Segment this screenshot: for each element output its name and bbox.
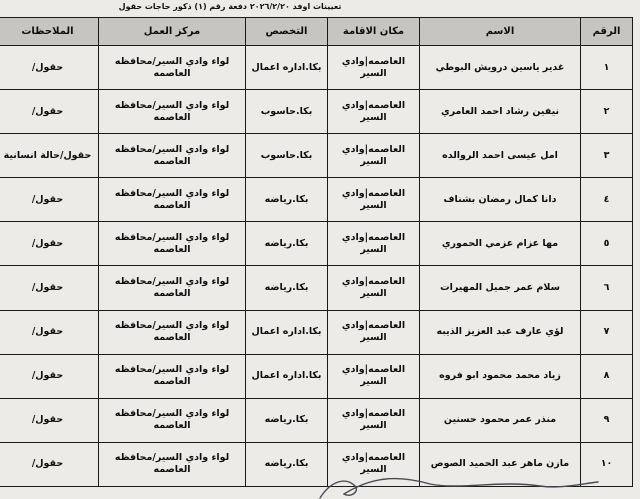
cell-residence: العاصمه|وادي السير [328,222,420,266]
header-residence: مكان الاقامة [328,18,420,46]
table-row [0,266,633,310]
header-notes: الملاحظات [0,18,99,46]
cell-name: دانا كمال رمضان بشناف [420,178,581,222]
cell-workplace: لواء وادي السير/محافظه العاصمه [99,442,246,486]
header-workplace: مركز العمل [99,18,246,46]
cell-num: ٣ [581,134,633,178]
cell-num: ٤ [581,178,633,222]
cell-name: مازن ماهر عبد الحميد الصوص [420,442,581,486]
cell-num: ٥ [581,222,633,266]
cell-notes: حقول/ [0,310,99,354]
table-row [0,222,633,266]
cell-residence: العاصمه|وادي السير [328,134,420,178]
cell-num: ٦ [581,266,633,310]
cell-residence: العاصمه|وادي السير [328,90,420,134]
cell-workplace: لواء وادي السير/محافظه العاصمه [99,222,246,266]
cell-residence: العاصمه|وادي السير [328,266,420,310]
cell-workplace: لواء وادي السير/محافظه العاصمه [99,46,246,90]
cell-specialty: بكا.حاسوب [246,134,328,178]
cell-num: ١٠ [581,442,633,486]
signature-scribble [300,472,600,499]
cell-name: نيفين رشاد احمد العامري [420,90,581,134]
cell-residence: العاصمه|وادي السير [328,310,420,354]
cell-notes: حقول/ [0,222,99,266]
table-row [0,178,633,222]
cell-residence: العاصمه|وادي السير [328,178,420,222]
cell-name: امل عيسى احمد الروالده [420,134,581,178]
cell-workplace: لواء وادي السير/محافظه العاصمه [99,178,246,222]
appointments-table [0,17,633,487]
cell-notes: حقول/ [0,90,99,134]
cell-num: ٢ [581,90,633,134]
cell-num: ٧ [581,310,633,354]
cell-workplace: لواء وادي السير/محافظه العاصمه [99,134,246,178]
cell-residence: العاصمه|وادي السير [328,46,420,90]
cell-specialty: بكا.رياضه [246,178,328,222]
cell-name: منذر عمر محمود حسنين [420,398,581,442]
cell-notes: حقول/ [0,46,99,90]
cell-specialty: بكا.رياضه [246,222,328,266]
table-row [0,46,633,90]
cell-residence: العاصمه|وادي السير [328,354,420,398]
cell-name: زياد محمد محمود ابو فروه [420,354,581,398]
cell-notes: حقول/ [0,266,99,310]
cell-name: لؤي عارف عبد العزيز الذيبه [420,310,581,354]
cell-workplace: لواء وادي السير/محافظه العاصمه [99,266,246,310]
table-row [0,310,633,354]
cell-notes: حقول/ [0,354,99,398]
header-name: الاسم [420,18,581,46]
cell-residence: العاصمه|وادي السير [328,442,420,486]
cell-num: ٨ [581,354,633,398]
cell-name: سلام عمر جميل المهيرات [420,266,581,310]
cell-workplace: لواء وادي السير/محافظه العاصمه [99,398,246,442]
cell-name: غدير ياسين درويش البوطي [420,46,581,90]
cell-notes: حقول/حالة انسانية [0,134,99,178]
header-specialty: التخصص [246,18,328,46]
cell-num: ١ [581,46,633,90]
cell-workplace: لواء وادي السير/محافظه العاصمه [99,354,246,398]
table-row [0,134,633,178]
cell-notes: حقول/ [0,178,99,222]
cell-specialty: بكا.رياضه [246,442,328,486]
cell-notes: حقول/ [0,398,99,442]
cell-specialty: بكا.اداره اعمال [246,354,328,398]
cell-workplace: لواء وادي السير/محافظه العاصمه [99,310,246,354]
table-header-row [0,18,633,46]
cell-name: مها عزام عزمي الحموري [420,222,581,266]
table-row [0,90,633,134]
cell-specialty: بكا.اداره اعمال [246,46,328,90]
table-row [0,354,633,398]
cell-specialty: بكا.حاسوب [246,90,328,134]
header-num: الرقم [581,18,633,46]
cell-workplace: لواء وادي السير/محافظه العاصمه [99,90,246,134]
cell-specialty: بكا.اداره اعمال [246,310,328,354]
cell-specialty: بكا.رياضه [246,266,328,310]
cell-specialty: بكا.رياضه [246,398,328,442]
cell-residence: العاصمه|وادي السير [328,398,420,442]
table-row [0,398,633,442]
cell-num: ٩ [581,398,633,442]
document-caption: تعيينات اوفد ٢٠٢٦/٢/٢٠ دفعة رقم (١) ذكور حاجات حقول [118,2,342,11]
cell-notes: حقول/ [0,442,99,486]
